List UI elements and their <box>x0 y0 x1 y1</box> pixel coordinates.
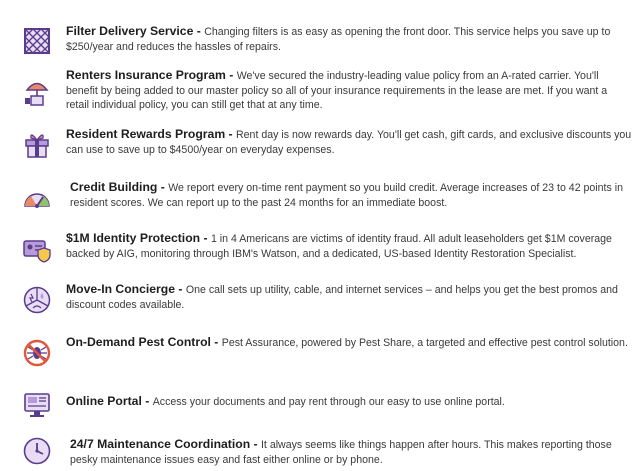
benefit-move-in-concierge <box>22 283 632 323</box>
benefit-description: Access your documents and pay rent through our easy to use online portal. <box>152 396 505 408</box>
benefit-resident-rewards <box>22 129 632 169</box>
credit-gauge-icon <box>22 184 52 214</box>
computer-portal-icon <box>22 390 52 420</box>
benefit-title: Online Portal <box>66 394 142 408</box>
title-separator: - <box>210 335 222 349</box>
benefit-text <box>66 127 632 157</box>
title-separator: - <box>175 282 186 296</box>
benefit-credit-building <box>22 181 632 221</box>
benefit-description: Changing filters is as easy as opening the front door. This service helps you save up to $250/year and reduces the hassles of repairs. <box>66 26 611 53</box>
no-pest-icon <box>22 338 52 368</box>
benefit-identity-protection <box>22 233 632 273</box>
utilities-icon <box>22 285 52 315</box>
benefit-online-portal <box>22 389 632 425</box>
title-separator: - <box>157 180 169 194</box>
title-separator: - <box>193 24 205 38</box>
benefit-text <box>70 180 632 210</box>
benefit-title: Filter Delivery Service <box>66 24 194 38</box>
benefit-renters-insurance <box>22 68 632 123</box>
benefit-description: It always seems like things happen after hours. This makes reporting those pesky maintenance issues easy and fast either online or by phone. <box>70 439 612 466</box>
benefit-text <box>66 282 632 312</box>
title-separator: - <box>225 68 237 82</box>
benefit-text <box>66 68 632 113</box>
title-separator: - <box>250 437 261 451</box>
benefit-description: We've secured the industry-leading value policy from an A-rated carrier. You'll benefit by being added to our master policy so all of your insurance requirements in the lease are met. If you want a retail individual policy, you can still get that at any time. <box>66 70 608 111</box>
benefit-description: 1 in 4 Americans are victims of identity fraud. All adult leaseholders get $1M coverage backed by AIG, monitoring through IBM's Watson, and a dedicated, US-based Identity Restoration Specialist. <box>66 233 612 260</box>
benefit-maintenance-coordination <box>22 436 632 466</box>
benefit-description: Pest Assurance, powered by Pest Share, a targeted and effective pest control solution. <box>221 337 628 349</box>
title-separator: - <box>200 231 211 245</box>
benefit-title: Credit Building <box>70 180 158 194</box>
benefit-text <box>66 24 632 54</box>
umbrella-house-icon <box>22 77 52 107</box>
benefit-text <box>66 335 632 351</box>
benefit-title: Renters Insurance Program <box>66 68 226 82</box>
benefit-title: $1M Identity Protection <box>66 231 201 245</box>
benefit-title: 24/7 Maintenance Coordination <box>70 437 251 451</box>
air-filter-icon <box>22 26 52 56</box>
benefit-description: We report every on-time rent payment so you build credit. Average increases of 23 to 42 points in resident scores. We can report up to the past 24 months for an immediate boost. <box>70 182 623 209</box>
benefit-description: Rent day is now rewards day. You'll get cash, gift cards, and exclusive discounts you can use to save up to $4500/year on everyday expenses. <box>66 129 632 156</box>
clock-icon <box>22 436 52 466</box>
benefit-text <box>66 231 632 261</box>
benefit-text <box>70 437 632 467</box>
benefit-filter-delivery <box>22 26 632 66</box>
benefit-text <box>66 394 632 410</box>
gift-icon <box>22 129 52 159</box>
benefit-title: Resident Rewards Program <box>66 127 226 141</box>
benefit-pest-control <box>22 335 632 375</box>
benefit-description: One call sets up utility, cable, and internet services – and helps you get the best promos and discount codes available. <box>66 284 618 311</box>
title-separator: - <box>141 394 153 408</box>
title-separator: - <box>225 127 237 141</box>
id-card-shield-icon <box>22 234 52 264</box>
benefit-title: On-Demand Pest Control <box>66 335 211 349</box>
benefit-title: Move-In Concierge <box>66 282 176 296</box>
